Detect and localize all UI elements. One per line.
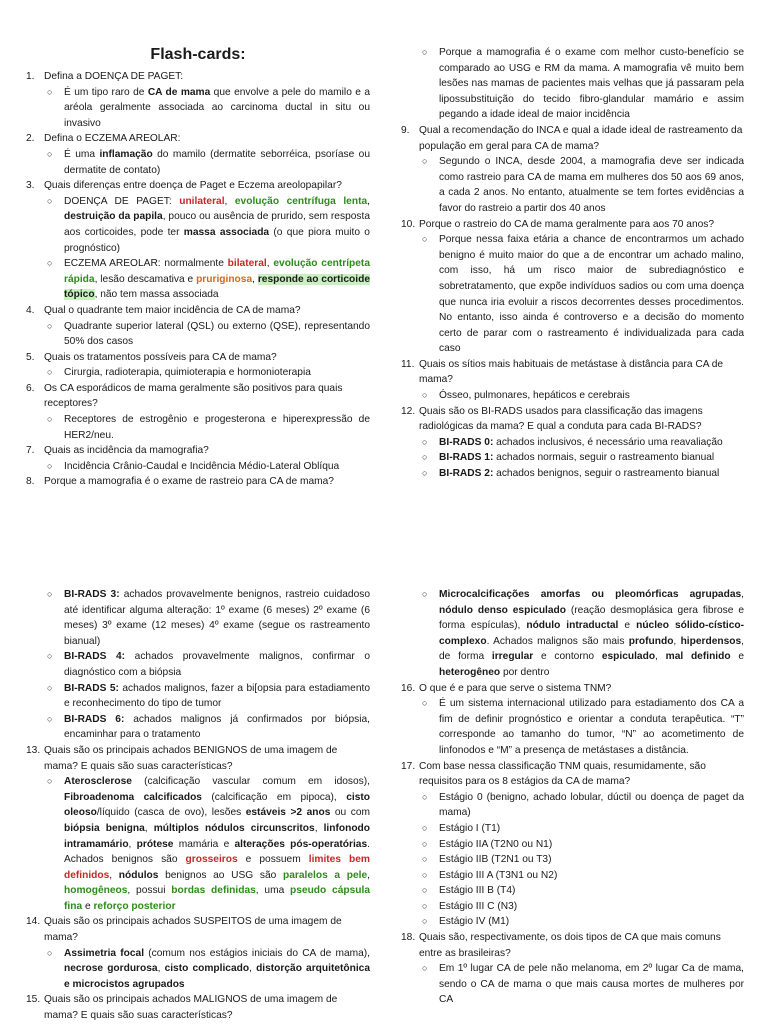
question-9: 9. Qual a recomendação do INCA e qual a idade ideal de rastreamento da população em geral para CA de mama? [401,124,743,152]
bullet-icon: ○ [47,682,53,693]
page-title: Flash-cards: [150,46,246,63]
bullet-icon: ○ [422,468,428,479]
bullet-icon: ○ [47,713,53,724]
bullet-icon: ○ [47,414,53,425]
answer-8: ○ Porque a mamografia é o exame com melhor custo-benefício se comparado ao USG e RM da mama. A mamografia vê muito bem lesões nas mamas de pacientes mais velhas que já passaram pela lipossubstituição do tecido fibro-glandular mamário e assim pegando a idade ideal de maior incidência [422,47,744,121]
question-4: 4. Qual o quadrante tem maior incidência de CA de mama? [26,304,301,316]
bullet-icon: ○ [47,148,53,159]
bullet-icon: ○ [422,452,428,463]
bullet-icon: ○ [422,234,428,245]
answer-17-stage-3b: ○ Estágio III B (T4) [401,883,744,899]
bullet-icon: ○ [422,963,428,974]
answer-13: ○ Aterosclerose (calcificação vascular comum em idosos), Fibroadenoma calcificados (calcificação em pipoca), cisto oleoso/líquido (casca de ovo), lesões estáveis >2 anos ou com biópsia benigna, múltiplos nódulos circunscritos, linfonodo intramamário, prótese mamária e alterações pós-operatórias. Achados benignos são grosseiros e possuem limites bem definidos, nódulos benignos ao USG são paralelos a pele, homogêneos, possui bordas definidas, uma pseudo cápsula fina e reforço posterior [47,776,370,912]
answer-7: ○ Incidência Crânio-Caudal e Incidência Médio-Lateral Oblíqua [26,459,370,475]
answer-17-stage-3a: ○ Estágio III A (T3N1 ou N2) [401,868,744,884]
question-14: 14. Quais são os principais achados SUSPEITOS de uma imagem de mama? [26,916,342,944]
bullet-icon: ○ [47,776,53,787]
page2-left-column [26,587,370,1024]
bullet-icon: ○ [422,47,428,57]
bullet-icon: ○ [47,367,53,378]
answer-2: ○ É uma inflamação do mamilo (dermatite seborréica, psoríase ou dermatite de contato) [47,148,370,176]
question-11: 11. Quais os sítios mais habituais de metástase à distância para CA de mama? [401,358,724,386]
answer-15: ○ Microcalcificações amorfas ou pleomórficas agrupadas, nódulo denso espiculado (reação desmoplásica gera fibrose e forma espículas), nódulo intraductal e núcleo sólido-cístico-complexo. Achados malignos são mais profundo, hiperdensos, de forma irregular e contorno espiculado, mal definido e heterogêneo por dentro [422,589,744,678]
bullet-icon: ○ [422,854,428,865]
question-18: 18. Quais são, respectivamente, os dois tipos de CA que mais comuns entre as brasileiras? [401,932,721,959]
answer-12-birads6: ○ BI-RADS 6: achados malignos já confirmados por biópsia, encaminhar para o tratamento [47,713,370,741]
answer-11: ○ Ósseo, pulmonares, hepáticos e cerebrais [401,388,744,404]
answer-17-stage-0: ○ Estágio 0 (benigno, achado lobular, dúctil ou doença de paget da mama) [422,791,744,819]
question-10: 10. Porque o rastreio do CA de mama geralmente para aos 70 anos? [401,218,715,230]
question-13: 13. Quais são os principais achados BENIGNOS de uma imagem de mama? E quais são suas características? [26,744,338,772]
answer-17-stage-2a: ○ Estágio IIA (T2N0 ou N1) [401,837,744,853]
question-12: 12. Quais são os BI-RADS usados para classificação das imagens radiológicas da mama? E qual a conduta para cada BI-RADS? [401,405,703,433]
bullet-icon: ○ [422,869,428,880]
bullet-icon: ○ [47,258,53,269]
bullet-icon: ○ [47,320,53,331]
answer-3-eczema: ○ ECZEMA AREOLAR: normalmente bilateral, evolução centrípeta rápida, lesão descamativa e pruriginosa, responde ao corticoide tópico, não tem massa associada [47,258,370,301]
answer-17-stage-1: ○ Estágio I (T1) [401,821,744,837]
answer-12-birads3: ○ BI-RADS 3: achados provavelmente benignos, rastreio cuidadoso até identificar alguma alteração: 1º exame (6 meses) 2º exame (6 meses) 3º exame (12 meses) 4º exame (segue os rastreamento bianual) [47,589,370,647]
answer-12-birads2: ○ BI-RADS 2: achados benignos, seguir o rastreamento bianual [401,466,744,482]
bullet-icon: ○ [422,916,428,927]
bullet-icon: ○ [422,156,428,167]
bullet-icon: ○ [422,589,428,599]
bullet-icon: ○ [422,900,428,911]
bullet-icon: ○ [422,436,428,447]
answer-16: ○ É um sistema internacional utilizado para estadiamento dos CA a fim de definir prognóstico e orientar a conduta terapêutica. “T” corresponde ao tamanho do tumor, “N” ao acometimento de linfonodos e “M” a presença de metástases a distância. [422,698,744,756]
answer-17-stage-4: ○ Estágio IV (M1) [401,914,744,930]
bullet-icon: ○ [422,885,428,896]
bullet-icon: ○ [422,791,428,802]
bullet-icon: ○ [422,698,428,709]
bullet-icon: ○ [422,822,428,833]
answer-1: ○ É um tipo raro de CA de mama que envolve a pele do mamilo e a aréola geralmente associada ao carcinoma ductal in situ ou invasivo [47,86,370,129]
answer-12-birads1: ○ BI-RADS 1: achados normais, seguir o rastreamento bianual [401,450,744,466]
answer-9: ○ Segundo o INCA, desde 2004, a mamografia deve ser indicada como rastreio para CA de mama em mulheres dos 50 aos 69 anos, a cada 2 anos. No entanto, atualmente se tem fortes evidências a favor do rastreio a partir dos 40 anos [422,156,744,214]
bullet-icon: ○ [47,460,53,471]
answer-12-birads5: ○ BI-RADS 5: achados malignos, fazer a bi[opsia para estadiamento e reconhecimento do tipo de tumor [47,682,370,710]
question-15: 15. Quais são os principais achados MALIGNOS de uma imagem de mama? E quais são suas características? [26,994,338,1022]
answer-12-birads4: ○ BI-RADS 4: achados provavelmente malignos, confirmar o diagnóstico com a biópsia [47,651,370,678]
answer-10: ○ Porque nessa faixa etária a chance de encontrarmos um achado benigno é muito maior do que a de encontrar um achado malino, com isso, há um risco maior de subrediagnóstico e sobretratamento, que expõe indivíduos sadios ou com uma doença que nunca iria evoluir a riscos decorrentes desses procedimentos. No entanto, isso ainda é controverso e a decisão do momento certo de parar com o rastreamento é individualizada para cada caso [422,234,744,355]
question-1: 1. Defina a DOENÇA DE PAGET: [26,71,184,82]
question-3: 3. Quais diferenças entre doença de Paget e Eczema areolopapilar? [26,180,342,192]
answer-5: ○ Cirurgia, radioterapia, quimioterapia e hormonioterapia [26,365,370,381]
page1-left-column [26,45,370,490]
bullet-icon: ○ [422,390,428,401]
answer-17-stage-3c: ○ Estágio III C (N3) [401,899,744,915]
page1-right-column [401,45,744,482]
page2-right-column [401,587,744,1008]
answer-14: ○ Assimetria focal (comum nos estágios iniciais do CA de mama), necrose gordurosa, cisto complicado, distorção arquitetônica e microcistos agrupados [47,947,371,990]
answer-12-birads0: ○ BI-RADS 0: achados inclusivos, é necessário uma reavaliação [401,435,744,451]
bullet-icon: ○ [47,195,53,206]
question-7: 7. Quais as incidência da mamografia? [26,445,209,457]
bullet-icon: ○ [47,589,53,599]
answer-3-paget: ○ DOENÇA DE PAGET: unilateral, evolução centrífuga lenta, destruição da papila, pouco ou ausência de prurido, sem resposta aos corticoides, pode ter massa associada (o que piora muito o prognóstico) [47,195,370,254]
question-2: 2. Defina o ECZEMA AREOLAR: [26,133,181,145]
answer-4: ○ Quadrante superior lateral (QSL) ou externo (QSE), representando 50% dos casos [47,320,370,348]
bullet-icon: ○ [422,838,428,849]
question-8: 8. Porque a mamografia é o exame de rastreio para CA de mama? [26,476,334,488]
bullet-icon: ○ [47,947,53,958]
answer-18: ○ Em 1º lugar CA de pele não melanoma, em 2º lugar Ca de mama, sendo o CA de mama o que mais causa mortes de mulheres por CA [422,963,744,1006]
answer-6: ○ Receptores de estrogênio e progesterona e hiperexpressão de HER2/neu. [47,414,370,441]
question-16: 16. O que é e para que serve o sistema TNM? [401,682,612,694]
question-17: 17. Com base nessa classificação TNM quais, resumidamente, são requisitos para os 8 estágios da CA de mama? [401,760,706,788]
answer-17-stage-2b: ○ Estágio IIB (T2N1 ou T3) [401,852,744,868]
bullet-icon: ○ [47,651,53,662]
bullet-icon: ○ [47,86,53,97]
question-5: 5. Quais os tratamentos possíveis para CA de mama? [26,351,277,363]
question-6: 6. Os CA esporádicos de mama geralmente são positivos para quais receptores? [26,382,343,410]
